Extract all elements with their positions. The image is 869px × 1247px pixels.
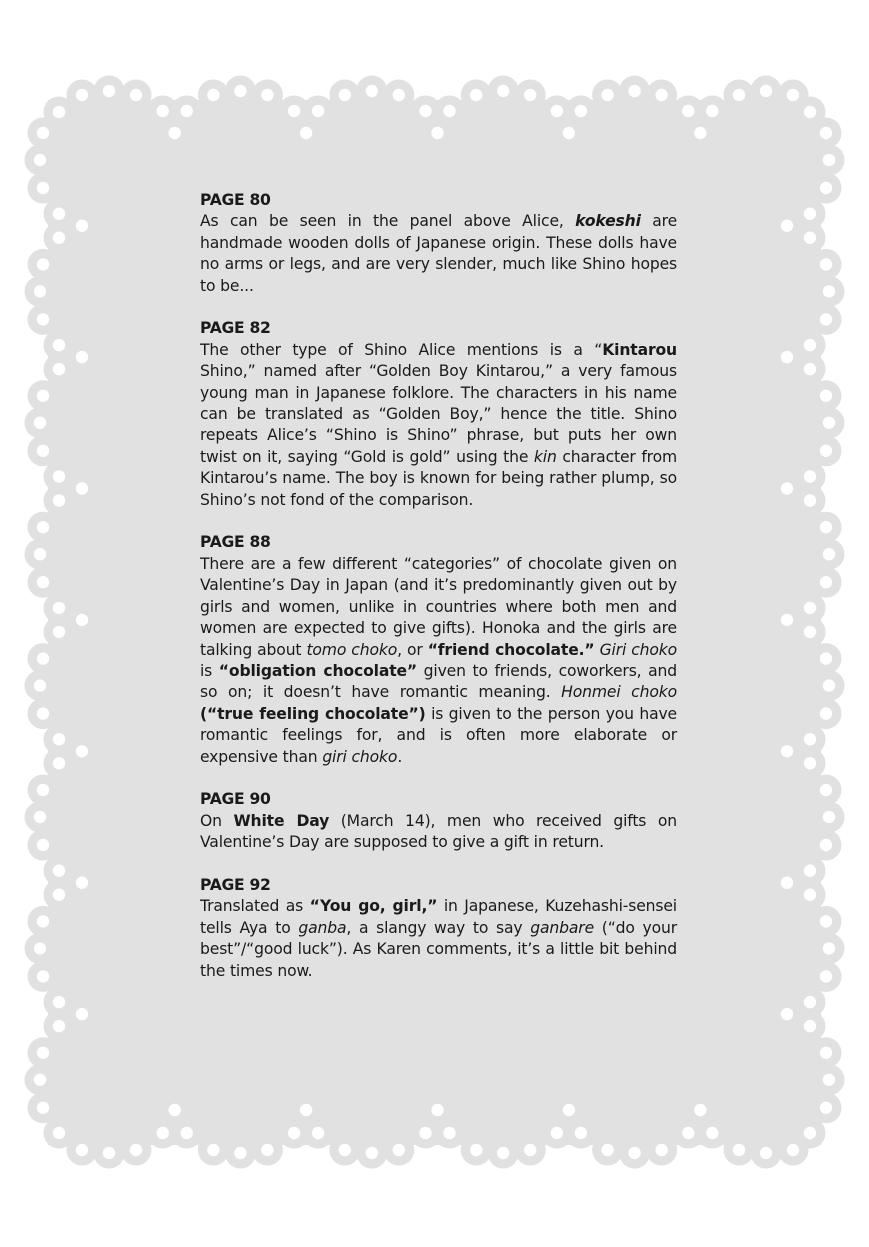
doily-hole — [781, 1008, 793, 1020]
doily-hole — [820, 127, 832, 139]
note-section — [200, 789, 677, 853]
doily-hole — [53, 757, 65, 769]
doily-hole — [760, 1147, 772, 1159]
doily-hole — [820, 784, 832, 796]
doily-hole — [53, 494, 65, 506]
doily-hole — [76, 614, 88, 626]
doily-hole — [804, 494, 816, 506]
note-section — [200, 532, 677, 767]
doily-hole — [820, 258, 832, 270]
doily-hole — [823, 285, 835, 297]
doily-hole — [524, 89, 536, 101]
emphasis-italic: ganba — [298, 918, 347, 937]
doily-hole — [804, 889, 816, 901]
doily-hole — [804, 865, 816, 877]
doily-hole — [682, 1127, 694, 1139]
doily-hole — [823, 154, 835, 166]
doily-hole — [76, 482, 88, 494]
doily-hole — [628, 1147, 640, 1159]
doily-hole — [823, 1074, 835, 1086]
doily-hole — [804, 757, 816, 769]
doily-hole — [34, 285, 46, 297]
doily-hole — [781, 745, 793, 757]
emphasis-bold: “You go, girl,” — [309, 897, 438, 916]
doily-hole — [820, 445, 832, 457]
doily-hole — [76, 1144, 88, 1156]
doily-hole — [34, 679, 46, 691]
doily-hole — [551, 105, 563, 117]
doily-hole — [76, 351, 88, 363]
note-heading: PAGE 92 — [200, 875, 271, 894]
doily-hole — [443, 105, 455, 117]
doily-hole — [366, 85, 378, 97]
doily-hole — [76, 1008, 88, 1020]
doily-hole — [804, 339, 816, 351]
doily-hole — [820, 521, 832, 533]
doily-hole — [823, 942, 835, 954]
doily-hole — [37, 1047, 49, 1059]
doily-hole — [787, 1144, 799, 1156]
doily-hole — [804, 996, 816, 1008]
doily-hole — [804, 1020, 816, 1032]
emphasis-italic: ganbare — [530, 918, 595, 937]
doily-hole — [53, 470, 65, 482]
doily-hole — [820, 576, 832, 588]
doily-hole — [419, 105, 431, 117]
doily-hole — [706, 1127, 718, 1139]
doily-hole — [103, 85, 115, 97]
doily-hole — [37, 258, 49, 270]
note-body: Translated as “You go, girl,” in Japanese, Kuzehashi-sensei tells Aya to ganba, a slangy way to say ganbare (“do your best”/“good luck”). As Karen comments, it’s a little bit behind the times now. — [200, 897, 678, 980]
doily-hole — [682, 105, 694, 117]
doily-hole — [655, 1144, 667, 1156]
doily-hole — [34, 942, 46, 954]
doily-hole — [760, 85, 772, 97]
note-section — [200, 875, 677, 982]
doily-hole — [601, 1144, 613, 1156]
doily-hole — [53, 339, 65, 351]
note-section — [200, 190, 677, 297]
emphasis-italic: Giri choko — [599, 640, 678, 659]
note-body: As can be seen in the panel above Alice, kokeshi are handmade wooden dolls of Japanese origin. These dolls have no arms or legs, and are very slender, much like Shino hopes to be... — [200, 212, 678, 295]
doily-hole — [130, 89, 142, 101]
doily-hole — [53, 889, 65, 901]
doily-hole — [781, 614, 793, 626]
doily-hole — [419, 1127, 431, 1139]
doily-hole — [53, 996, 65, 1008]
doily-hole — [37, 313, 49, 325]
doily-hole — [820, 915, 832, 927]
emphasis-italic: giri choko — [322, 747, 398, 766]
doily-hole — [339, 1144, 351, 1156]
doily-hole — [76, 745, 88, 757]
doily-hole — [787, 89, 799, 101]
emphasis-bold: (“true feeling chocolate”) — [200, 704, 426, 723]
note-heading: PAGE 88 — [200, 533, 271, 552]
doily-hole — [37, 390, 49, 402]
doily-hole — [804, 733, 816, 745]
doily-hole — [76, 877, 88, 889]
doily-hole — [563, 127, 575, 139]
doily-hole — [37, 652, 49, 664]
doily-hole — [628, 85, 640, 97]
doily-hole — [575, 1127, 587, 1139]
doily-hole — [694, 1104, 706, 1116]
note-heading: PAGE 82 — [200, 319, 271, 338]
doily-hole — [288, 1127, 300, 1139]
doily-hole — [804, 208, 816, 220]
emphasis-bold: Kintarou — [602, 340, 677, 359]
doily-hole — [34, 417, 46, 429]
doily-hole — [130, 1144, 142, 1156]
doily-hole — [53, 602, 65, 614]
doily-hole — [53, 363, 65, 375]
doily-hole — [431, 1104, 443, 1116]
doily-hole — [563, 1104, 575, 1116]
emphasis-bold: “friend chocolate.” — [427, 640, 595, 659]
doily-hole — [820, 182, 832, 194]
doily-hole — [37, 521, 49, 533]
doily-hole — [103, 1147, 115, 1159]
doily-hole — [601, 89, 613, 101]
doily-hole — [694, 127, 706, 139]
note-body: The other type of Shino Alice mentions is a “Kintarou Shino,” named after “Golden Boy Kintarou,” a very famous young man in Japanese folklore. The characters in his name can be translated as “Golden Boy,” hence the title. Shino repeats Alice’s “Shino is Shino” phrase, but puts her own twist on it, saying “Gold is gold” using the kin character from Kintarou’s name. The boy is known for being rather plump, so Shino’s not fond of the comparison. — [200, 340, 678, 509]
doily-hole — [34, 154, 46, 166]
emphasis-italic: Honmei choko — [561, 683, 677, 702]
doily-hole — [76, 89, 88, 101]
doily-hole — [820, 1102, 832, 1114]
doily-hole — [169, 127, 181, 139]
doily-hole — [820, 707, 832, 719]
doily-hole — [804, 470, 816, 482]
doily-hole — [53, 232, 65, 244]
doily-hole — [53, 626, 65, 638]
doily-hole — [820, 652, 832, 664]
doily-hole — [733, 89, 745, 101]
emphasis-italic: tomo choko — [306, 640, 398, 659]
doily-hole — [34, 811, 46, 823]
doily-hole — [781, 482, 793, 494]
doily-hole — [261, 1144, 273, 1156]
doily-hole — [804, 626, 816, 638]
doily-hole — [53, 865, 65, 877]
doily-hole — [312, 105, 324, 117]
doily-hole — [804, 106, 816, 118]
doily-hole — [169, 1104, 181, 1116]
doily-hole — [470, 1144, 482, 1156]
doily-hole — [804, 602, 816, 614]
doily-hole — [823, 679, 835, 691]
doily-hole — [339, 89, 351, 101]
doily-hole — [524, 1144, 536, 1156]
doily-hole — [431, 127, 443, 139]
doily-hole — [207, 1144, 219, 1156]
doily-hole — [551, 1127, 563, 1139]
doily-hole — [37, 707, 49, 719]
doily-hole — [497, 1147, 509, 1159]
translation-notes — [200, 190, 677, 1003]
doily-hole — [76, 220, 88, 232]
doily-hole — [781, 877, 793, 889]
emphasis-italic: kin — [533, 447, 557, 466]
doily-hole — [820, 839, 832, 851]
doily-hole — [37, 970, 49, 982]
doily-hole — [181, 1127, 193, 1139]
doily-hole — [823, 548, 835, 560]
doily-hole — [781, 220, 793, 232]
doily-hole — [234, 85, 246, 97]
doily-hole — [207, 89, 219, 101]
emphasis-bold: White Day — [233, 811, 330, 830]
doily-hole — [823, 417, 835, 429]
doily-hole — [300, 127, 312, 139]
doily-hole — [53, 1127, 65, 1139]
doily-hole — [37, 915, 49, 927]
doily-hole — [37, 1102, 49, 1114]
doily-hole — [820, 970, 832, 982]
doily-hole — [312, 1127, 324, 1139]
doily-hole — [300, 1104, 312, 1116]
doily-hole — [157, 105, 169, 117]
doily-hole — [37, 127, 49, 139]
doily-hole — [733, 1144, 745, 1156]
doily-hole — [393, 89, 405, 101]
doily-hole — [470, 89, 482, 101]
doily-hole — [804, 363, 816, 375]
doily-hole — [34, 548, 46, 560]
doily-hole — [366, 1147, 378, 1159]
emphasis-bold: “obligation chocolate” — [218, 661, 418, 680]
note-body: There are a few different “categories” of chocolate given on Valentine’s Day in Japan (and it’s predominantly given out by girls and women, unlike in countries where both men and women are expected to give gifts). Honoka and the girls are talking about tomo choko, or “friend chocolate.” Giri choko is “obligation chocolate” given to friends, coworkers, and so on; it doesn’t have romantic meaning. Honmei choko (“true feeling chocolate”) is given to the person you have romantic feelings for, and is often more elaborate or expensive than giri choko. — [200, 554, 678, 766]
doily-hole — [53, 1020, 65, 1032]
doily-hole — [53, 733, 65, 745]
doily-hole — [53, 208, 65, 220]
doily-hole — [288, 105, 300, 117]
doily-hole — [53, 106, 65, 118]
doily-hole — [823, 811, 835, 823]
doily-hole — [655, 89, 667, 101]
doily-hole — [820, 1047, 832, 1059]
note-body: On White Day (March 14), men who received gifts on Valentine’s Day are supposed to give a gift in return. — [200, 811, 677, 852]
doily-hole — [34, 1074, 46, 1086]
doily-hole — [820, 390, 832, 402]
doily-hole — [804, 232, 816, 244]
doily-hole — [443, 1127, 455, 1139]
doily-hole — [575, 105, 587, 117]
doily-hole — [37, 445, 49, 457]
doily-hole — [37, 784, 49, 796]
doily-hole — [37, 182, 49, 194]
emphasis-bold: kokeshi — [575, 212, 641, 231]
note-heading: PAGE 80 — [200, 191, 271, 209]
doily-hole — [393, 1144, 405, 1156]
doily-hole — [181, 105, 193, 117]
doily-hole — [261, 89, 273, 101]
doily-hole — [37, 839, 49, 851]
doily-hole — [497, 85, 509, 97]
doily-hole — [804, 1127, 816, 1139]
note-section — [200, 318, 677, 511]
doily-hole — [820, 313, 832, 325]
doily-hole — [234, 1147, 246, 1159]
doily-hole — [37, 576, 49, 588]
doily-hole — [706, 105, 718, 117]
doily-hole — [781, 351, 793, 363]
doily-hole — [157, 1127, 169, 1139]
note-heading: PAGE 90 — [200, 790, 271, 809]
